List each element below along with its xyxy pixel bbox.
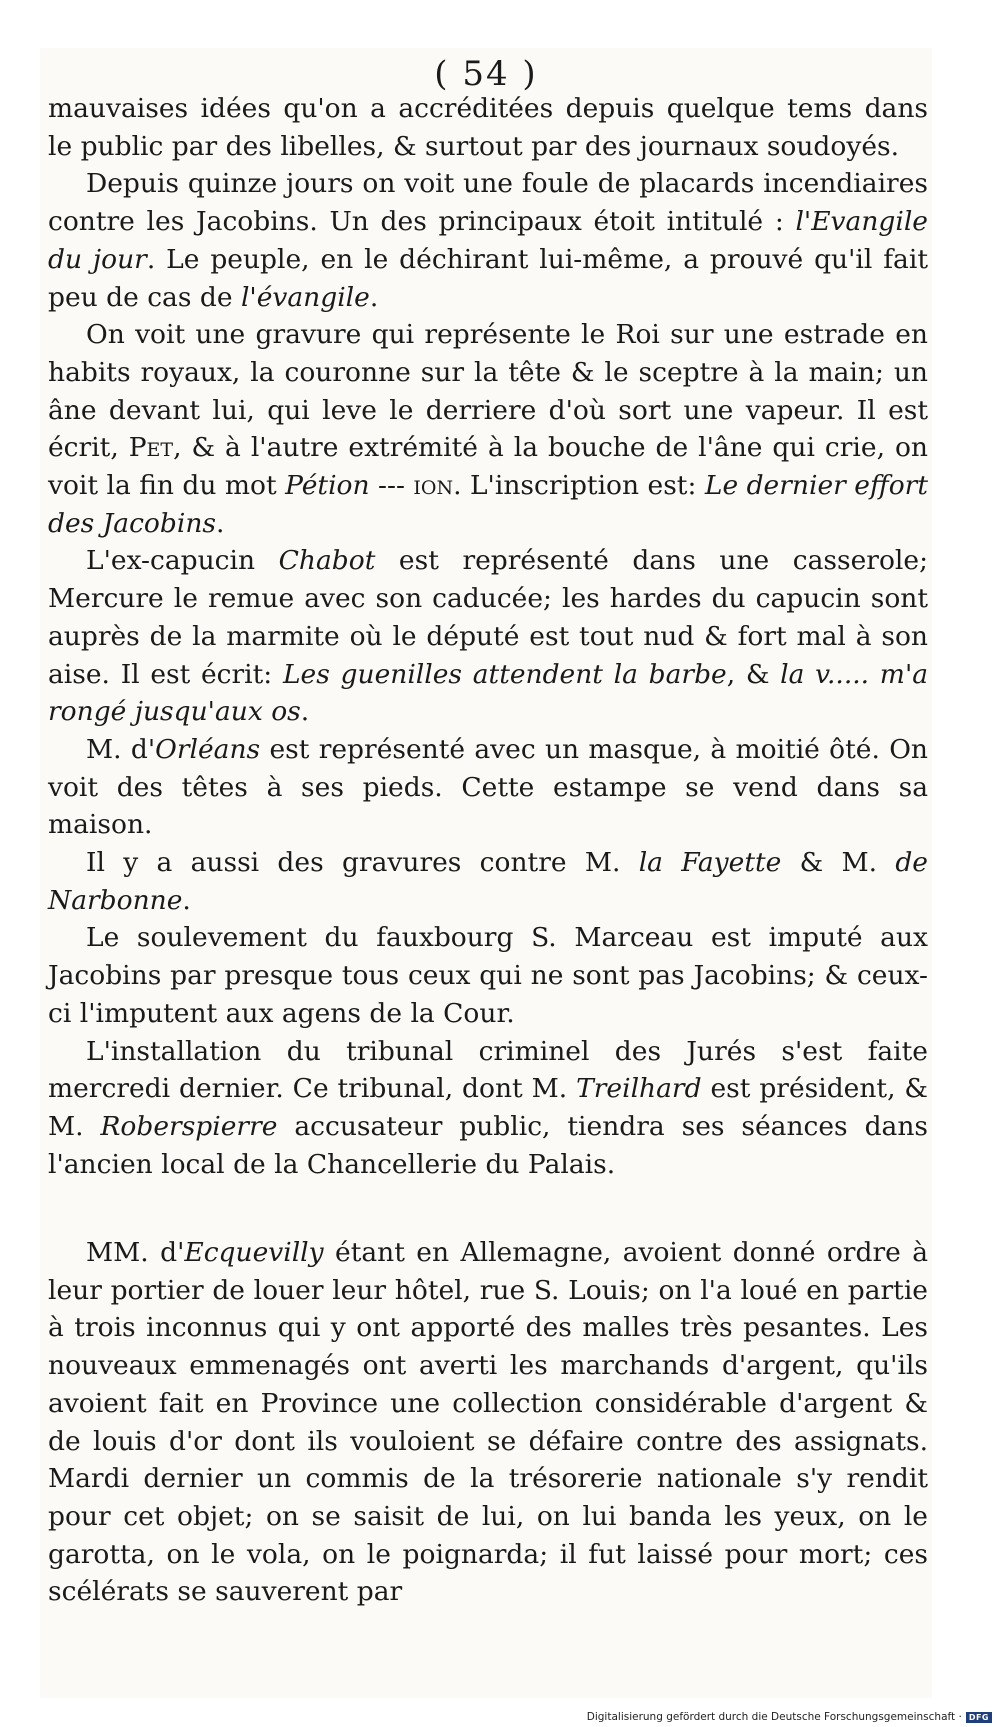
- paragraph-fayette: Il y a aussi des gravures contre M. la Fayette & M. de Narbonne.: [48, 847, 928, 916]
- paragraph-ecquevilly: MM. d'Ecquevilly étant en Allemagne, avoient donné ordre à leur portier de louer leur hôtel, rue S. Louis; on l'a loué en partie à trois inconnus qui y ont apporté des malles très pesantes. Les nouveaux emmenagés ont averti les marchands d'argent, qu'ils avoient fait en Province une collection considérable d'argent & de louis d'or dont ils vouloient se défaire contre des assignats. Mardi dernier un commis de la trésorerie nationale s'y rendit pour cet objet; on se saisit de lui, on lui banda les yeux, on le garotta, on le vola, on le poignarda; il fut laissé pour mort; ces scélérats se sauverent par: [48, 1237, 928, 1608]
- paragraph-gravure-roi: On voit une gravure qui représente le Roi sur une estrade en habits royaux, la couronne sur la tête & le sceptre à la main; un âne devant lui, qui leve le derriere d'où sort une vapeur. Il est écrit, Pet, & à l'autre extrémité à la bouche de l'âne qui crie, on voit la fin du mot Pétion --- ion. L'inscription est: Le dernier effort des Jacobins.: [48, 319, 928, 539]
- scanned-page: [40, 48, 932, 1698]
- page-number: ( 54 ): [434, 54, 538, 94]
- paragraph-placards: Depuis quinze jours on voit une foule de placards incendiaires contre les Jacobins. Un des principaux étoit intitulé : l'Evangile du jour. Le peuple, en le déchirant lui-même, a prouvé qu'il fait peu de cas de l'évangile.: [48, 168, 928, 313]
- paragraph-continuation: mauvaises idées qu'on a accréditées depuis quelque tems dans le public par des libelles, & surtout par des journaux soudoyés.: [48, 93, 928, 162]
- dfg-logo-icon: DFG: [966, 1712, 992, 1723]
- digitization-footer: [587, 1711, 992, 1723]
- paragraph-orleans: M. d'Orléans est représenté avec un masque, à moitié ôté. On voit des têtes à ses pieds. Cette estampe se vend dans sa maison.: [48, 733, 928, 841]
- paragraph-chabot: L'ex-capucin Chabot est représenté dans une casserole; Mercure le remue avec son caducée; les hardes du capucin sont auprès de la marmite où le député est tout nud & fort mal à son aise. Il est écrit: Les guenilles attendent la barbe, & la v..... m'a rongé jusqu'aux os.: [48, 545, 929, 728]
- paragraph-tribunal: L'installation du tribunal criminel des Jurés s'est faite mercredi dernier. Ce tribunal, dont M. Treilhard est président, & M. Roberspierre accusateur public, tiendra ses séances dans l'ancien local de la Chancellerie du Palais.: [48, 1035, 929, 1180]
- paragraph-marceau: Le soulevement du fauxbourg S. Marceau est imputé aux Jacobins par presque tous ceux qui ne sont pas Jacobins; & ceux-ci l'imputent aux agens de la Cour.: [48, 922, 928, 1029]
- text-block-lower: [48, 1234, 928, 1611]
- text-block-upper: [48, 90, 928, 1183]
- footer-credit: Digitalisierung gefördert durch die Deutsche Forschungsgemeinschaft ·: [586, 1711, 962, 1723]
